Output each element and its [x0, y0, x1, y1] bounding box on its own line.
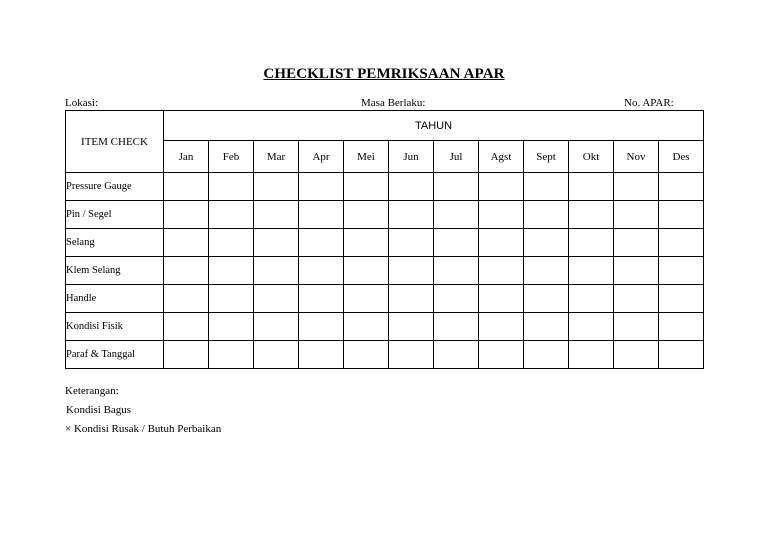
check-cell[interactable] — [389, 285, 434, 313]
year-header: TAHUN — [164, 111, 704, 141]
item-check-header: ITEM CHECK — [66, 111, 164, 173]
header-row-year — [66, 111, 704, 141]
check-cell[interactable] — [659, 257, 704, 285]
check-cell[interactable] — [614, 201, 659, 229]
check-cell[interactable] — [164, 313, 209, 341]
month-header: Nov — [614, 141, 659, 173]
check-cell[interactable] — [254, 257, 299, 285]
check-cell[interactable] — [569, 257, 614, 285]
check-cell[interactable] — [389, 257, 434, 285]
check-cell[interactable] — [614, 229, 659, 257]
check-cell[interactable] — [209, 173, 254, 201]
check-cell[interactable] — [164, 201, 209, 229]
check-cell[interactable] — [659, 313, 704, 341]
check-cell[interactable] — [569, 285, 614, 313]
check-cell[interactable] — [209, 341, 254, 369]
check-cell[interactable] — [479, 285, 524, 313]
check-cell[interactable] — [299, 341, 344, 369]
check-cell[interactable] — [524, 173, 569, 201]
check-cell[interactable] — [569, 229, 614, 257]
check-cell[interactable] — [569, 313, 614, 341]
check-cell[interactable] — [479, 341, 524, 369]
check-cell[interactable] — [434, 173, 479, 201]
lokasi-label: Lokasi: — [65, 97, 98, 109]
check-cell[interactable] — [389, 341, 434, 369]
table-row — [66, 229, 704, 257]
check-cell[interactable] — [524, 229, 569, 257]
month-header: Sept — [524, 141, 569, 173]
check-cell[interactable] — [614, 341, 659, 369]
check-cell[interactable] — [254, 341, 299, 369]
table-row — [66, 173, 704, 201]
check-cell[interactable] — [344, 201, 389, 229]
check-cell[interactable] — [434, 201, 479, 229]
check-cell[interactable] — [209, 285, 254, 313]
check-cell[interactable] — [659, 173, 704, 201]
month-header: Agst — [479, 141, 524, 173]
check-cell[interactable] — [344, 257, 389, 285]
check-cell[interactable] — [434, 257, 479, 285]
masa-berlaku-label: Masa Berlaku: — [361, 97, 426, 109]
check-cell[interactable] — [479, 257, 524, 285]
check-cell[interactable] — [524, 285, 569, 313]
month-header: Jan — [164, 141, 209, 173]
item-label: Pressure Gauge — [66, 173, 164, 201]
check-cell[interactable] — [659, 285, 704, 313]
check-cell[interactable] — [614, 257, 659, 285]
check-cell[interactable] — [614, 285, 659, 313]
check-cell[interactable] — [164, 341, 209, 369]
legend-bad-condition: × Kondisi Rusak / Butuh Perbaikan — [65, 423, 222, 435]
check-cell[interactable] — [659, 201, 704, 229]
check-cell[interactable] — [299, 201, 344, 229]
check-cell[interactable] — [479, 201, 524, 229]
check-cell[interactable] — [524, 257, 569, 285]
no-apar-label: No. APAR: — [624, 97, 674, 109]
check-cell[interactable] — [164, 229, 209, 257]
check-cell[interactable] — [164, 257, 209, 285]
month-header: Jun — [389, 141, 434, 173]
check-cell[interactable] — [479, 313, 524, 341]
check-cell[interactable] — [299, 285, 344, 313]
checklist-body — [66, 173, 704, 369]
check-cell[interactable] — [164, 285, 209, 313]
check-cell[interactable] — [524, 341, 569, 369]
item-label: Pin / Segel — [66, 201, 164, 229]
table-row — [66, 341, 704, 369]
item-label: Paraf & Tanggal — [66, 341, 164, 369]
check-cell[interactable] — [389, 229, 434, 257]
check-cell[interactable] — [434, 313, 479, 341]
check-cell[interactable] — [614, 173, 659, 201]
check-cell[interactable] — [344, 341, 389, 369]
item-label: Klem Selang — [66, 257, 164, 285]
check-cell[interactable] — [209, 201, 254, 229]
check-cell[interactable] — [209, 313, 254, 341]
check-cell[interactable] — [389, 313, 434, 341]
check-cell[interactable] — [389, 173, 434, 201]
month-header: Apr — [299, 141, 344, 173]
item-label: Kondisi Fisik — [66, 313, 164, 341]
check-cell[interactable] — [299, 173, 344, 201]
check-cell[interactable] — [164, 173, 209, 201]
month-header: Feb — [209, 141, 254, 173]
month-header: Okt — [569, 141, 614, 173]
check-cell[interactable] — [209, 229, 254, 257]
check-cell[interactable] — [524, 313, 569, 341]
table-row — [66, 201, 704, 229]
check-cell[interactable] — [389, 201, 434, 229]
check-cell[interactable] — [659, 341, 704, 369]
month-header: Jul — [434, 141, 479, 173]
check-cell[interactable] — [434, 341, 479, 369]
check-cell[interactable] — [434, 285, 479, 313]
check-cell[interactable] — [659, 229, 704, 257]
check-cell[interactable] — [344, 229, 389, 257]
check-cell[interactable] — [299, 229, 344, 257]
check-cell[interactable] — [344, 313, 389, 341]
check-cell[interactable] — [254, 201, 299, 229]
check-cell[interactable] — [524, 201, 569, 229]
check-cell[interactable] — [254, 173, 299, 201]
check-cell[interactable] — [254, 313, 299, 341]
check-cell[interactable] — [254, 229, 299, 257]
check-cell[interactable] — [344, 285, 389, 313]
month-header: Mei — [344, 141, 389, 173]
check-cell[interactable] — [614, 313, 659, 341]
check-cell[interactable] — [434, 229, 479, 257]
item-label: Selang — [66, 229, 164, 257]
check-cell[interactable] — [569, 173, 614, 201]
document-title: CHECKLIST PEMRIKSAAN APAR — [263, 66, 505, 82]
check-cell[interactable] — [209, 257, 254, 285]
legend-heading: Keterangan: — [65, 385, 119, 397]
month-header: Mar — [254, 141, 299, 173]
item-label: Handle — [66, 285, 164, 313]
check-cell[interactable] — [254, 285, 299, 313]
check-cell[interactable] — [344, 173, 389, 201]
check-cell[interactable] — [299, 257, 344, 285]
check-cell[interactable] — [569, 341, 614, 369]
check-cell[interactable] — [569, 201, 614, 229]
table-row — [66, 285, 704, 313]
legend-good-condition: Kondisi Bagus — [66, 404, 132, 416]
table-row — [66, 257, 704, 285]
month-header: Des — [659, 141, 704, 173]
checklist-table — [65, 110, 704, 369]
check-cell[interactable] — [479, 229, 524, 257]
check-cell[interactable] — [299, 313, 344, 341]
table-row — [66, 313, 704, 341]
check-cell[interactable] — [479, 173, 524, 201]
